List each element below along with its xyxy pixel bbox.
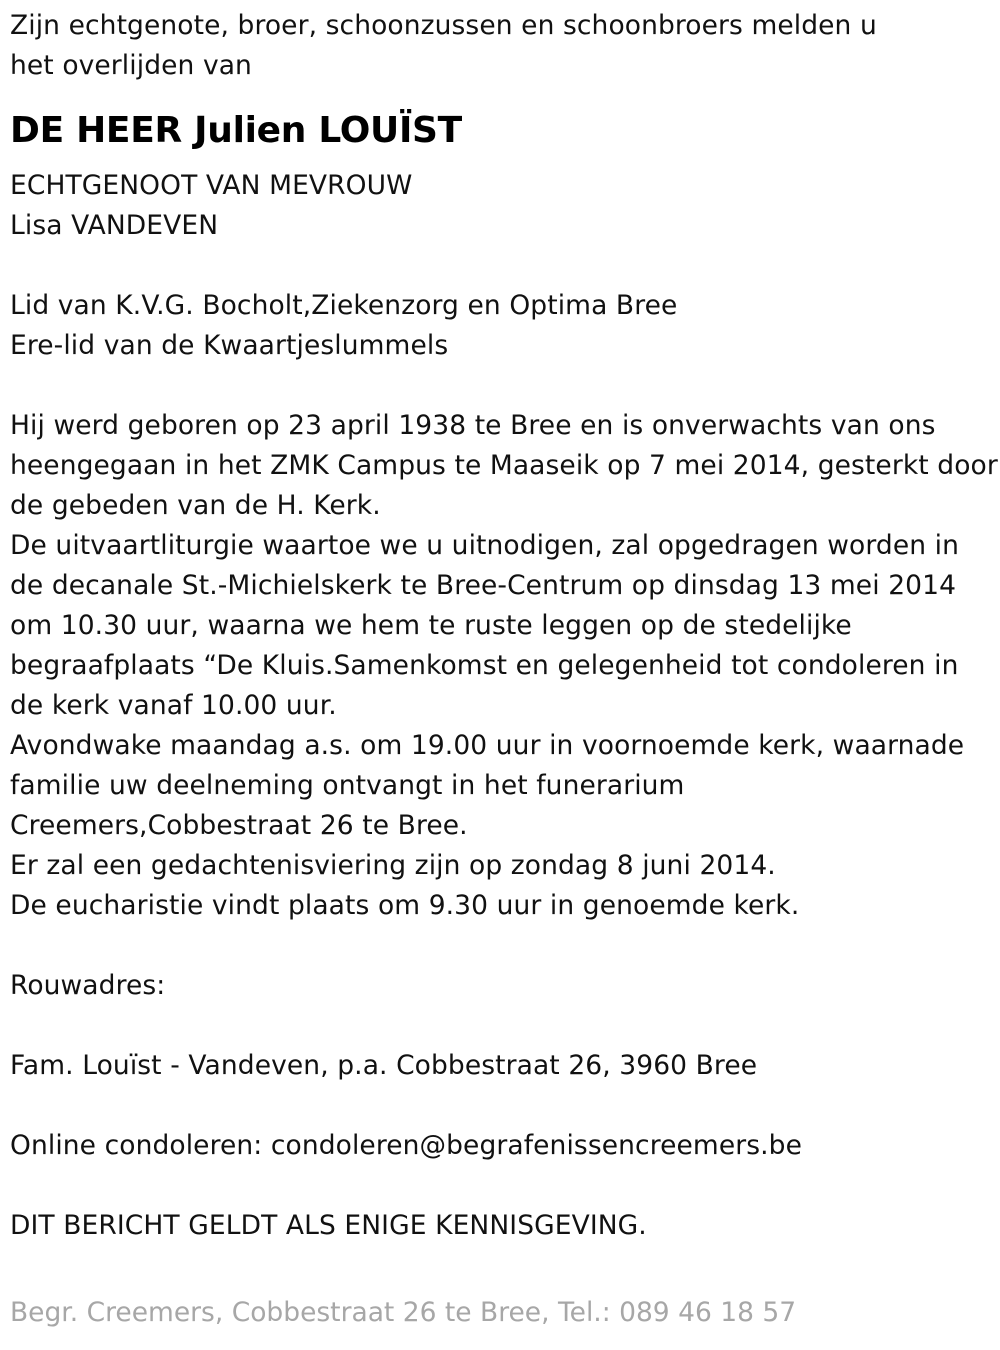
body-line: Er zal een gedachtenisviering zijn op zondag 8 juni 2014.: [10, 850, 776, 881]
spacer: [10, 1006, 995, 1046]
mourning-address-label: Rouwadres:: [10, 970, 166, 1001]
spacer: [10, 1166, 995, 1206]
deceased-name: DE HEER Julien LOUÏST: [10, 110, 462, 151]
online-condolence: Online condoleren: condoleren@begrafenissencreemers.be: [10, 1130, 802, 1161]
body-line: Avondwake maandag a.s. om 19.00 uur in voornoemde kerk, waarnade: [10, 730, 965, 761]
body-line: begraafplaats “De Kluis.Samenkomst en gelegenheid tot condoleren in: [10, 650, 959, 681]
notice-statement: DIT BERICHT GELDT ALS ENIGE KENNISGEVING.: [10, 1210, 647, 1241]
funeral-home-footer: Begr. Creemers, Cobbestraat 26 te Bree, Tel.: 089 46 18 57: [10, 1297, 797, 1328]
spacer: [10, 1086, 995, 1126]
spouse-label: ECHTGENOOT VAN MEVROUW: [10, 170, 413, 201]
body-text: [10, 406, 998, 926]
spacer: [10, 246, 995, 286]
body-line: familie uw deelneming ontvangt in het funerarium: [10, 770, 685, 801]
spouse-name: Lisa VANDEVEN: [10, 210, 219, 241]
body-line: De uitvaartliturgie waartoe we u uitnodigen, zal opgedragen worden in: [10, 530, 959, 561]
spacer: [10, 926, 995, 966]
mourning-address: Fam. Louïst - Vandeven, p.a. Cobbestraat 26, 3960 Bree: [10, 1050, 758, 1081]
body-line: de decanale St.-Michielskerk te Bree-Centrum op dinsdag 13 mei 2014: [10, 570, 957, 601]
body-line: De eucharistie vindt plaats om 9.30 uur in genoemde kerk.: [10, 890, 800, 921]
obituary-document: [10, 6, 998, 1246]
spacer: [10, 366, 995, 406]
body-line: de kerk vanaf 10.00 uur.: [10, 690, 337, 721]
intro-line-1: Zijn echtgenote, broer, schoonzussen en schoonbroers melden u: [10, 10, 877, 41]
body-line: heengegaan in het ZMK Campus te Maaseik op 7 mei 2014, gesterkt door: [10, 450, 998, 481]
membership-line: Ere-lid van de Kwaartjeslummels: [10, 330, 449, 361]
body-line: om 10.30 uur, waarna we hem te ruste leggen op de stedelijke: [10, 610, 852, 641]
body-line: de gebeden van de H. Kerk.: [10, 490, 381, 521]
body-line: Hij werd geboren op 23 april 1938 te Bree en is onverwachts van ons: [10, 410, 936, 441]
body-line: Creemers,Cobbestraat 26 te Bree.: [10, 810, 468, 841]
membership-line: Lid van K.V.G. Bocholt,Ziekenzorg en Optima Bree: [10, 290, 678, 321]
intro-line-2: het overlijden van: [10, 50, 252, 81]
